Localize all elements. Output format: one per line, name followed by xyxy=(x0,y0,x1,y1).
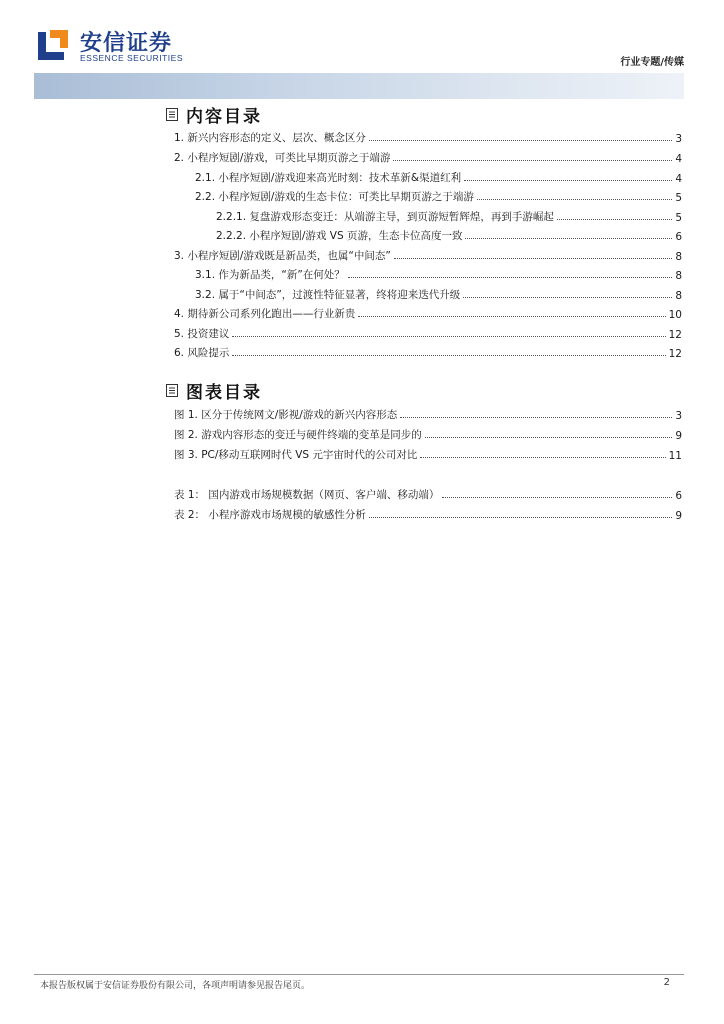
toc-heading xyxy=(166,102,262,127)
essence-logo-icon xyxy=(34,26,72,64)
page-number: 2 xyxy=(663,977,670,988)
toc-entry[interactable]: 6. 风险提示 12 xyxy=(174,347,682,360)
table-entry[interactable]: 表 2： 小程序游戏市场规模的敏感性分析 9 xyxy=(174,509,682,522)
brand-name-en: ESSENCE SECURITIES xyxy=(80,53,183,63)
brand-name-cn: 安信证券 xyxy=(80,31,173,56)
toc-entry[interactable]: 2.2. 小程序短剧/游戏的生态卡位：可类比早期页游之于端游 5 xyxy=(195,191,682,204)
figure-entry[interactable]: 图 3. PC/移动互联网时代 VS 元宇宙时代的公司对比 11 xyxy=(174,449,682,462)
document-icon xyxy=(166,384,178,397)
figures-title: 图表目录 xyxy=(186,383,262,403)
toc-entry[interactable]: 1. 新兴内容形态的定义、层次、概念区分 3 xyxy=(174,132,682,145)
toc-entry[interactable]: 3.1. 作为新品类，“新”在何处？ 8 xyxy=(195,269,682,282)
toc-entry[interactable]: 3.2. 属于“中间态”，过渡性特征显著，终将迎来迭代升级 8 xyxy=(195,289,682,302)
toc-entry[interactable]: 2.2.2. 小程序短剧/游戏 VS 页游，生态卡位高度一致 6 xyxy=(216,230,682,243)
toc-entry[interactable]: 2.1. 小程序短剧/游戏迎来高光时刻：技术革新&渠道红利 4 xyxy=(195,172,682,185)
footer-disclaimer: 本报告版权属于安信证券股份有限公司，各项声明请参见报告尾页。 xyxy=(40,981,311,991)
toc-entry[interactable]: 3. 小程序短剧/游戏既是新品类，也属“中间态” 8 xyxy=(174,250,682,263)
figures-heading xyxy=(166,378,262,403)
toc-title: 内容目录 xyxy=(186,107,262,127)
toc-entry[interactable]: 4. 期待新公司系列化跑出——行业新贵 10 xyxy=(174,308,682,321)
figure-entry[interactable]: 图 2. 游戏内容形态的变迁与硬件终端的变革是同步的 9 xyxy=(174,429,682,442)
toc-entry[interactable]: 2. 小程序短剧/游戏，可类比早期页游之于端游 4 xyxy=(174,152,682,165)
table-entry[interactable]: 表 1： 国内游戏市场规模数据（网页、客户端、移动端） 6 xyxy=(174,489,682,502)
toc-entry[interactable]: 2.2.1. 复盘游戏形态变迁：从端游主导，到页游短暂辉煌，再到手游崛起 5 xyxy=(216,211,682,224)
brand-logo xyxy=(34,24,183,70)
report-category: 行业专题/传媒 xyxy=(620,57,684,68)
toc-entry[interactable]: 5. 投资建议 12 xyxy=(174,328,682,341)
page-header xyxy=(0,0,724,110)
document-icon xyxy=(166,108,178,121)
header-band xyxy=(34,73,684,99)
footer-divider xyxy=(34,974,684,975)
figure-entry[interactable]: 图 1. 区分于传统网文/影视/游戏的新兴内容形态 3 xyxy=(174,409,682,422)
